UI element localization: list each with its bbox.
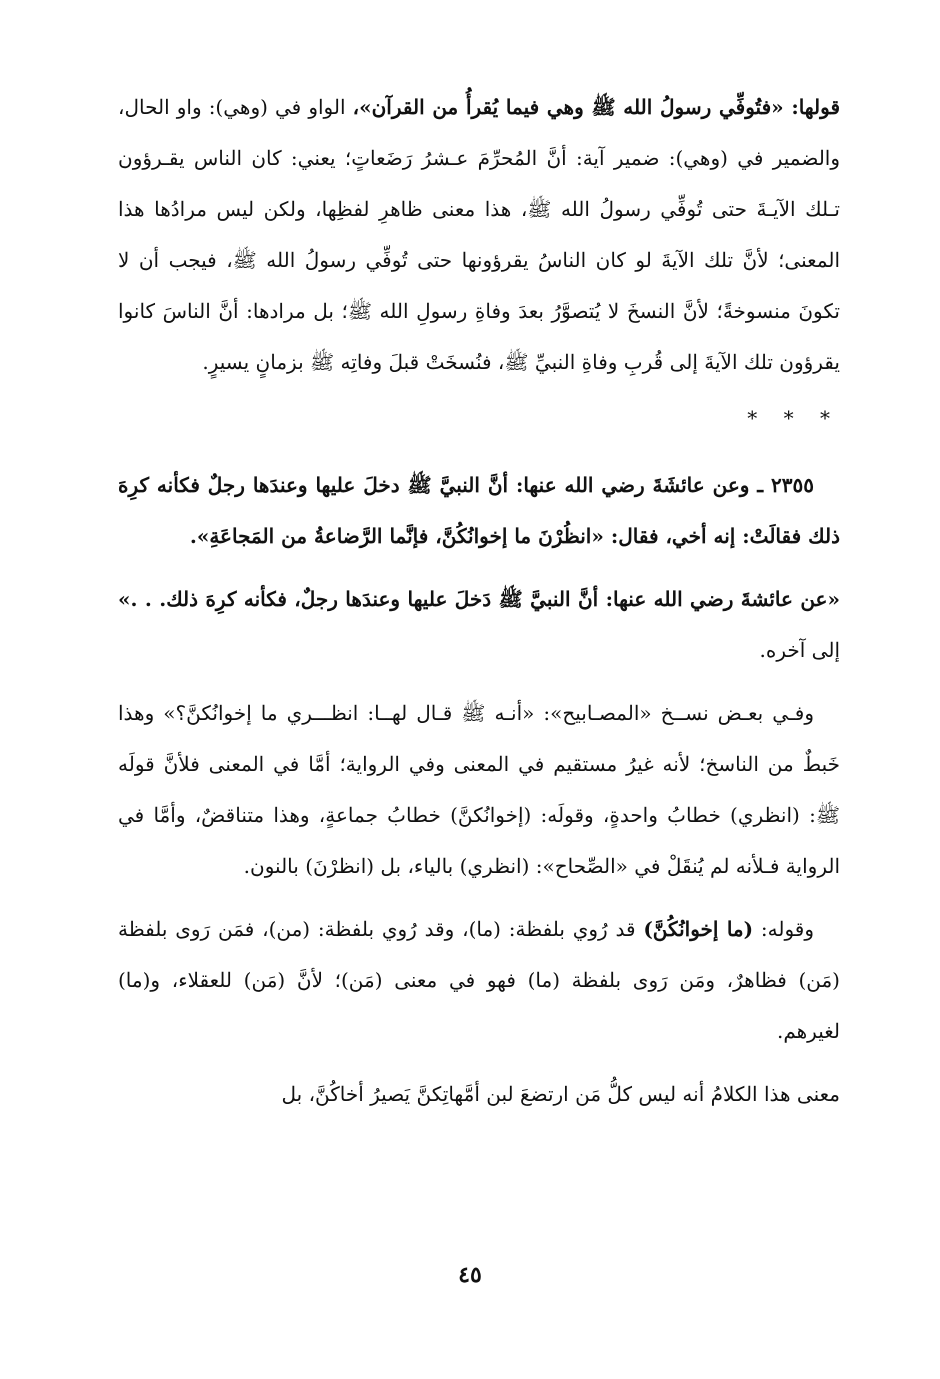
commentary-text: وقوله: [753, 917, 815, 941]
quoted-hadith-lead: «عن عائشةَ رضي الله عنها: أنَّ النبيَّ ﷺ دَخلَ عليها وعندَها رجلٌ، فكأنه كرِهَ ذلك. . .» [118, 587, 840, 611]
section-divider: * * * [747, 406, 840, 430]
commentary-text: إلى آخره. [759, 638, 840, 662]
quoted-phrase: (ما إخوانُكُنَّ) [643, 917, 754, 941]
spacer [118, 676, 840, 688]
page-number: ٤٥ [458, 1262, 482, 1288]
spacer [118, 892, 840, 904]
text-column [118, 82, 840, 1120]
commentary-paragraph-3: وفـي بعـض نســخ «المصـابيح»: «أنـه ﷺ قـال لهــا: انظـــري ما إخوانُكنَّ؟» وهذا خَبطٌ من الناسخ؛ لأنه غيرُ مستقيم في المعنى وفي الرواية؛ أمَّا في المعنى فلأنَّ قولَه ﷺ: (انظري) خطابُ واحدةٍ، وقولَه: (إخوانُكنَّ) خطابُ جماعةٍ، وهذا متناقضٌ، وأمَّا في الرواية فـلأنه لم يُنقَلْ في «الصِّحاح»: (انظري) بالياء، بل (انظرْنَ) بالنون. [118, 701, 840, 878]
commentary-paragraph-4 [118, 904, 840, 1057]
hadith-2355: ٢٣٥٥ ـ وعن عائشَةَ رضي الله عنها: أنَّ النبيَّ ﷺ دخلَ عليها وعندَها رجلٌ فكأنه كرِهَ ذلك فقالَتْ: إنه أخي، فقال: «انظُرْنَ ما إخوانُكُنَّ، فإنَّما الرَّضاعةُ من المَجاعَةِ». [118, 473, 840, 548]
commentary-text: قد رُوي بلفظة: (ما)، وقد رُوي بلفظة: (من)، فمَن رَوى بلفظة (مَن) فظاهرٌ، ومَن رَوى بلفظة (ما) فهو في معنى (مَن)؛ لأنَّ (مَن) للعقلاء، و(ما) لغيرهم. [118, 917, 840, 1043]
spacer [118, 562, 840, 574]
commentary-paragraph-5: معنى هذا الكلامُ أنه ليس كلُّ مَن ارتضعَ لبن أمَّهاتِكنَّ يَصيرُ أخاكُنَّ، بل [281, 1082, 840, 1106]
commentary-paragraph-1 [118, 82, 840, 388]
quoted-phrase: قولها: «فتُوفِّي رسولُ الله ﷺ وهي فيما يُقرأُ من القرآن»، [352, 95, 841, 119]
commentary-text: الواو في (وهي): واو الحال، والضمير في (وهي): ضمير آية: أنَّ المُحرِّمَ عـشرُ رَضَعاتٍ؛ يعني: كان الناس يقـرؤون تـلك الآيـةَ حتى تُوفِّي رسولُ الله ﷺ، هذا معنى ظاهرِ لفظِها، ولكن ليس مرادُها هذا المعنى؛ لأنَّ تلك الآيةَ لو كان الناسُ يقرؤونها حتى تُوفِّي رسولُ الله ﷺ، فيجب أن لا تكونَ منسوخةً؛ لأنَّ النسخَ لا يُتصوَّرُ بعدَ وفاةِ رسولِ الله ﷺ؛ بل مرادها: أنَّ الناسَ كانوا يقرؤون تلك الآيةَ إلى قُربِ وفاةِ النبيِّ ﷺ، فنُسخَتْ قبلَ وفاتِه ﷺ بزمانٍ يسيرٍ. [118, 95, 841, 374]
commentary-paragraph-2 [118, 574, 840, 676]
spacer [118, 1057, 840, 1069]
